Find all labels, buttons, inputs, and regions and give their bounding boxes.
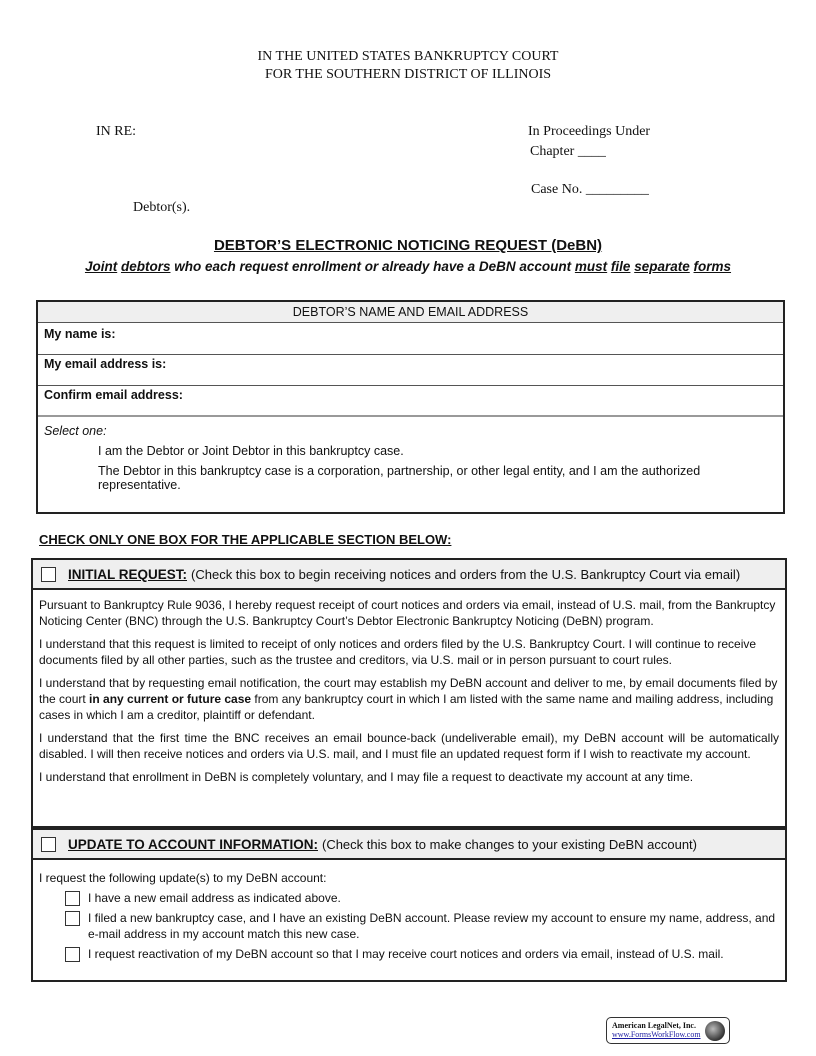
update-item-text: I have a new email address as indicated above.: [88, 891, 341, 905]
t: from any bankruptcy court in which I am listed with the same name and mailing address, including cases in which I am a creditor, plaintiff or defendant.: [39, 692, 774, 722]
check-only-instruction: CHECK ONLY ONE BOX FOR THE APPLICABLE SECTION BELOW:: [39, 532, 452, 547]
st: file: [610, 259, 631, 274]
update-header: [33, 830, 785, 860]
court-line2: FOR THE SOUTHERN DISTRICT OF ILLINOIS: [264, 67, 552, 82]
update-desc: (Check this box to make changes to your existing DeBN account): [321, 836, 697, 852]
option-debtor[interactable]: I am the Debtor or Joint Debtor in this bankruptcy case.: [98, 444, 404, 458]
case-number-field[interactable]: Case No. _________: [531, 182, 649, 197]
paragraph: Pursuant to Bankruptcy Rule 9036, I hereby request receipt of court notices and orders via email, instead of U.S. mail, from the Bankruptcy Noticing Center (BNC) through the U.S. Bankruptcy Court’s Debtor Electronic Bankruptcy Noticing (DeBN) program.: [39, 598, 776, 628]
update-item-checkbox[interactable]: [65, 891, 80, 906]
select-one-label: Select one:: [44, 424, 107, 438]
st: debtors: [120, 259, 171, 274]
update-checkbox[interactable]: [41, 837, 56, 852]
t: I understand that by requesting email notification, the court may establish my DeBN account and deliver to me, by email documents filed by the court: [39, 676, 778, 706]
update-item-checkbox[interactable]: [65, 911, 80, 926]
st: Joint: [84, 259, 118, 274]
logo-name: American LegalNet, Inc.: [612, 1021, 696, 1030]
debtor-box-header: DEBTOR’S NAME AND EMAIL ADDRESS: [38, 302, 783, 323]
paragraph: [33, 675, 785, 723]
form-subtitle: [0, 259, 816, 274]
update-intro: I request the following update(s) to my DeBN account:: [39, 871, 327, 885]
name-field[interactable]: My name is:: [38, 323, 783, 355]
initial-request-section: [31, 558, 787, 828]
initial-request-label: INITIAL REQUEST:: [68, 566, 188, 582]
initial-request-header: [33, 560, 785, 590]
update-item-text: I request reactivation of my DeBN account so that I may receive court notices and orders via email, instead of U.S. mail.: [88, 947, 724, 961]
debtors-label: Debtor(s).: [133, 200, 191, 215]
in-re-label: IN RE:: [96, 124, 137, 139]
option-legal-entity[interactable]: The Debtor in this bankruptcy case is a corporation, partnership, or other legal entity, and I am the authorized representative.: [98, 464, 701, 492]
update-section: [31, 828, 787, 982]
st: must: [574, 259, 608, 274]
globe-icon: [705, 1021, 725, 1041]
logo-url[interactable]: www.FormsWorkFlow.com: [612, 1030, 701, 1039]
confirm-email-field[interactable]: Confirm email address:: [38, 386, 783, 417]
st: forms: [693, 259, 732, 274]
paragraph: I understand that the first time the BNC receives an email bounce-back (undeliverable email), my DeBN account will be automatically disabled. I will then receive notices and orders via U.S. mail, and I must file an updated request form if I wish to reactivate my account.: [39, 731, 779, 761]
paragraph: I understand that enrollment in DeBN is completely voluntary, and I may file a request to deactivate my account at any time.: [39, 770, 694, 784]
update-label: UPDATE TO ACCOUNT INFORMATION:: [68, 836, 318, 852]
publisher-logo[interactable]: [606, 1017, 730, 1044]
st: who each request enrollment or already have a DeBN account: [174, 259, 572, 274]
update-item-text: I filed a new bankruptcy case, and I have an existing DeBN account. Please review my account to ensure my name, address, and e-mail address in my account match this new case.: [88, 911, 776, 941]
update-item: [65, 946, 785, 962]
form-title: DEBTOR’S ELECTRONIC NOTICING REQUEST (DeBN): [213, 237, 603, 254]
court-line1: IN THE UNITED STATES BANKRUPTCY COURT: [257, 49, 559, 64]
update-item: [65, 890, 785, 906]
t: in any current or future case: [89, 692, 252, 706]
update-item: [65, 910, 785, 942]
email-field[interactable]: My email address is:: [38, 355, 783, 386]
st: separate: [634, 259, 690, 274]
initial-request-checkbox[interactable]: [41, 567, 56, 582]
chapter-field[interactable]: Chapter ____: [530, 144, 606, 159]
update-item-checkbox[interactable]: [65, 947, 80, 962]
paragraph: I understand that this request is limited to receipt of only notices and orders filed by the U.S. Bankruptcy Court. I will continue to receive documents filed by all other parties, such as the trustee and creditors, via U.S. mail or in person pursuant to court rules.: [39, 637, 757, 667]
proceedings-label: In Proceedings Under: [528, 124, 651, 139]
court-heading: [0, 48, 816, 84]
debtor-info-box: [36, 300, 785, 514]
initial-request-desc: (Check this box to begin receiving notices and orders from the U.S. Bankruptcy Court via email): [191, 566, 741, 582]
